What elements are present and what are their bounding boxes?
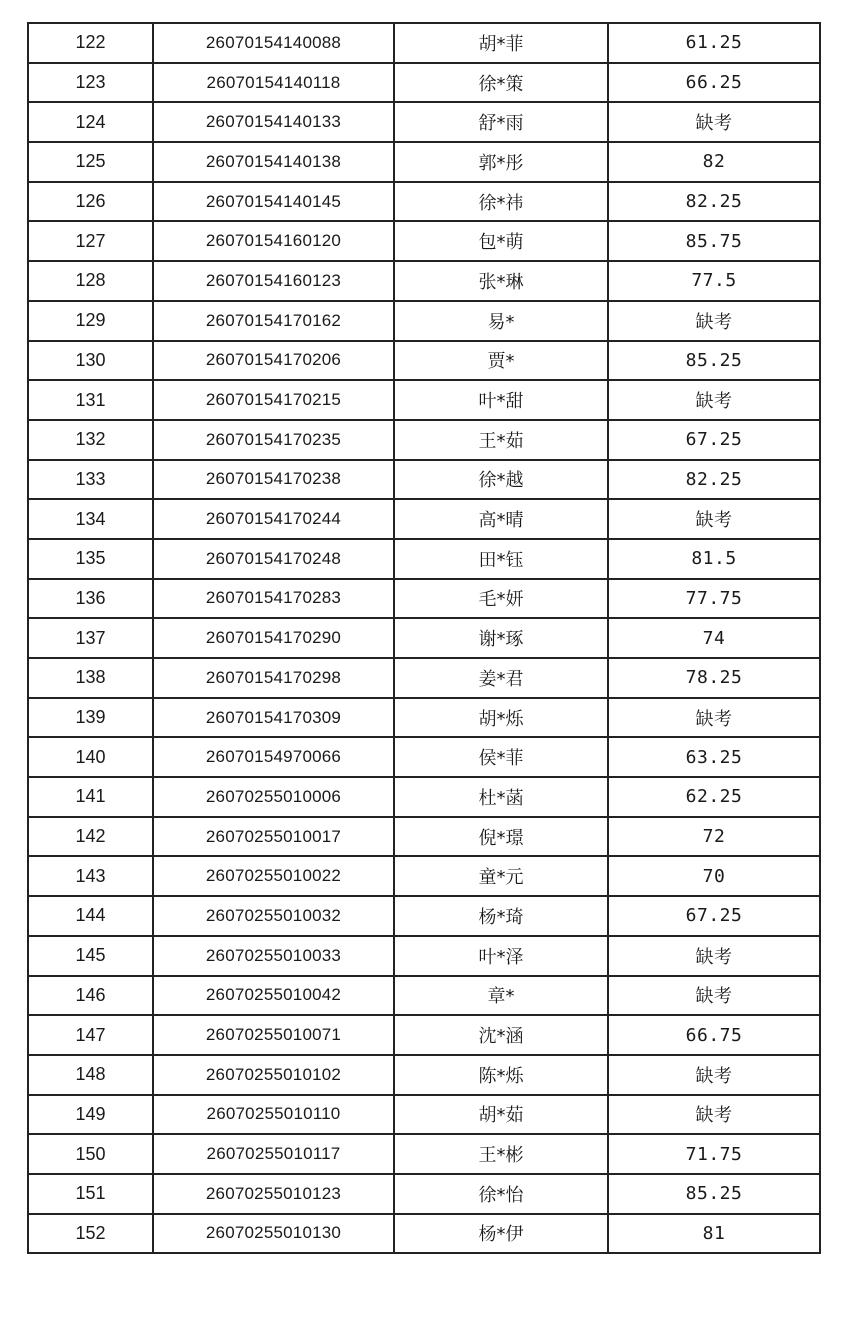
ticket-number-cell: 26070154170215 [153,380,394,420]
score-cell: 67.25 [608,896,820,936]
ticket-number-cell: 26070154170238 [153,460,394,500]
score-cell: 67.25 [608,420,820,460]
score-sheet [27,22,819,1254]
ticket-number-cell: 26070154970066 [153,737,394,777]
candidate-name-cell: 沈*涵 [394,1015,608,1055]
score-cell: 82.25 [608,460,820,500]
score-cell: 61.25 [608,23,820,63]
score-cell: 85.25 [608,341,820,381]
score-table [27,22,821,1254]
score-cell: 85.75 [608,221,820,261]
candidate-name-cell: 叶*泽 [394,936,608,976]
row-number-cell: 130 [28,341,153,381]
ticket-number-cell: 26070255010071 [153,1015,394,1055]
ticket-number-cell: 26070255010102 [153,1055,394,1095]
ticket-number-cell: 26070255010006 [153,777,394,817]
ticket-number-cell: 26070154170298 [153,658,394,698]
table-row [28,380,820,420]
candidate-name-cell: 郭*彤 [394,142,608,182]
row-number-cell: 151 [28,1174,153,1214]
candidate-name-cell: 杨*琦 [394,896,608,936]
table-row [28,1055,820,1095]
row-number-cell: 136 [28,579,153,619]
table-row [28,341,820,381]
table-row [28,23,820,63]
row-number-cell: 150 [28,1134,153,1174]
row-number-cell: 149 [28,1095,153,1135]
score-cell: 81 [608,1214,820,1254]
row-number-cell: 141 [28,777,153,817]
score-cell: 72 [608,817,820,857]
candidate-name-cell: 易* [394,301,608,341]
candidate-name-cell: 胡*烁 [394,698,608,738]
candidate-name-cell: 谢*琢 [394,618,608,658]
table-row [28,618,820,658]
table-row [28,301,820,341]
candidate-name-cell: 姜*君 [394,658,608,698]
candidate-name-cell: 田*钰 [394,539,608,579]
row-number-cell: 143 [28,856,153,896]
ticket-number-cell: 26070154140138 [153,142,394,182]
score-cell: 81.5 [608,539,820,579]
row-number-cell: 137 [28,618,153,658]
score-cell: 66.75 [608,1015,820,1055]
score-cell: 82 [608,142,820,182]
score-cell: 缺考 [608,380,820,420]
score-cell: 缺考 [608,936,820,976]
score-cell: 缺考 [608,102,820,142]
ticket-number-cell: 26070255010123 [153,1174,394,1214]
table-row [28,261,820,301]
row-number-cell: 124 [28,102,153,142]
ticket-number-cell: 26070255010117 [153,1134,394,1174]
candidate-name-cell: 胡*茹 [394,1095,608,1135]
candidate-name-cell: 高*晴 [394,499,608,539]
table-row [28,936,820,976]
score-cell: 78.25 [608,658,820,698]
candidate-name-cell: 舒*雨 [394,102,608,142]
row-number-cell: 135 [28,539,153,579]
row-number-cell: 142 [28,817,153,857]
score-cell: 缺考 [608,1095,820,1135]
table-row [28,658,820,698]
row-number-cell: 152 [28,1214,153,1254]
table-row [28,221,820,261]
score-cell: 缺考 [608,1055,820,1095]
score-cell: 缺考 [608,698,820,738]
row-number-cell: 145 [28,936,153,976]
ticket-number-cell: 26070154170162 [153,301,394,341]
ticket-number-cell: 26070154170283 [153,579,394,619]
row-number-cell: 139 [28,698,153,738]
row-number-cell: 129 [28,301,153,341]
candidate-name-cell: 徐*怡 [394,1174,608,1214]
candidate-name-cell: 章* [394,976,608,1016]
row-number-cell: 148 [28,1055,153,1095]
table-row [28,1214,820,1254]
row-number-cell: 131 [28,380,153,420]
score-cell: 77.75 [608,579,820,619]
row-number-cell: 147 [28,1015,153,1055]
table-row [28,1174,820,1214]
table-row [28,1095,820,1135]
candidate-name-cell: 徐*越 [394,460,608,500]
ticket-number-cell: 26070154160120 [153,221,394,261]
table-row [28,737,820,777]
ticket-number-cell: 26070154140145 [153,182,394,222]
score-cell: 70 [608,856,820,896]
candidate-name-cell: 王*彬 [394,1134,608,1174]
score-table-body [28,23,820,1253]
row-number-cell: 146 [28,976,153,1016]
candidate-name-cell: 包*萌 [394,221,608,261]
ticket-number-cell: 26070255010110 [153,1095,394,1135]
score-cell: 缺考 [608,976,820,1016]
table-row [28,1015,820,1055]
ticket-number-cell: 26070255010032 [153,896,394,936]
candidate-name-cell: 徐*祎 [394,182,608,222]
score-cell: 71.75 [608,1134,820,1174]
ticket-number-cell: 26070154140088 [153,23,394,63]
candidate-name-cell: 贾* [394,341,608,381]
table-row [28,856,820,896]
score-cell: 62.25 [608,777,820,817]
row-number-cell: 127 [28,221,153,261]
table-row [28,896,820,936]
candidate-name-cell: 倪*璟 [394,817,608,857]
ticket-number-cell: 26070154140118 [153,63,394,103]
candidate-name-cell: 王*茹 [394,420,608,460]
table-row [28,579,820,619]
score-cell: 85.25 [608,1174,820,1214]
table-row [28,777,820,817]
score-cell: 缺考 [608,301,820,341]
row-number-cell: 123 [28,63,153,103]
ticket-number-cell: 26070154170244 [153,499,394,539]
score-cell: 74 [608,618,820,658]
candidate-name-cell: 毛*妍 [394,579,608,619]
ticket-number-cell: 26070154140133 [153,102,394,142]
row-number-cell: 140 [28,737,153,777]
candidate-name-cell: 童*元 [394,856,608,896]
ticket-number-cell: 26070255010017 [153,817,394,857]
ticket-number-cell: 26070154170235 [153,420,394,460]
ticket-number-cell: 26070154170206 [153,341,394,381]
ticket-number-cell: 26070255010130 [153,1214,394,1254]
candidate-name-cell: 徐*策 [394,63,608,103]
candidate-name-cell: 张*琳 [394,261,608,301]
ticket-number-cell: 26070154170290 [153,618,394,658]
ticket-number-cell: 26070255010022 [153,856,394,896]
ticket-number-cell: 26070154170248 [153,539,394,579]
table-row [28,817,820,857]
ticket-number-cell: 26070255010033 [153,936,394,976]
score-cell: 82.25 [608,182,820,222]
table-row [28,142,820,182]
row-number-cell: 125 [28,142,153,182]
ticket-number-cell: 26070154170309 [153,698,394,738]
row-number-cell: 128 [28,261,153,301]
table-row [28,460,820,500]
candidate-name-cell: 杨*伊 [394,1214,608,1254]
score-cell: 缺考 [608,499,820,539]
table-row [28,182,820,222]
ticket-number-cell: 26070154160123 [153,261,394,301]
score-cell: 77.5 [608,261,820,301]
candidate-name-cell: 杜*菡 [394,777,608,817]
row-number-cell: 134 [28,499,153,539]
table-row [28,698,820,738]
candidate-name-cell: 陈*烁 [394,1055,608,1095]
score-cell: 63.25 [608,737,820,777]
row-number-cell: 122 [28,23,153,63]
table-row [28,63,820,103]
table-row [28,499,820,539]
candidate-name-cell: 侯*菲 [394,737,608,777]
row-number-cell: 138 [28,658,153,698]
row-number-cell: 144 [28,896,153,936]
ticket-number-cell: 26070255010042 [153,976,394,1016]
table-row [28,420,820,460]
table-row [28,539,820,579]
row-number-cell: 126 [28,182,153,222]
candidate-name-cell: 叶*甜 [394,380,608,420]
candidate-name-cell: 胡*菲 [394,23,608,63]
row-number-cell: 132 [28,420,153,460]
row-number-cell: 133 [28,460,153,500]
table-row [28,102,820,142]
score-cell: 66.25 [608,63,820,103]
table-row [28,976,820,1016]
table-row [28,1134,820,1174]
